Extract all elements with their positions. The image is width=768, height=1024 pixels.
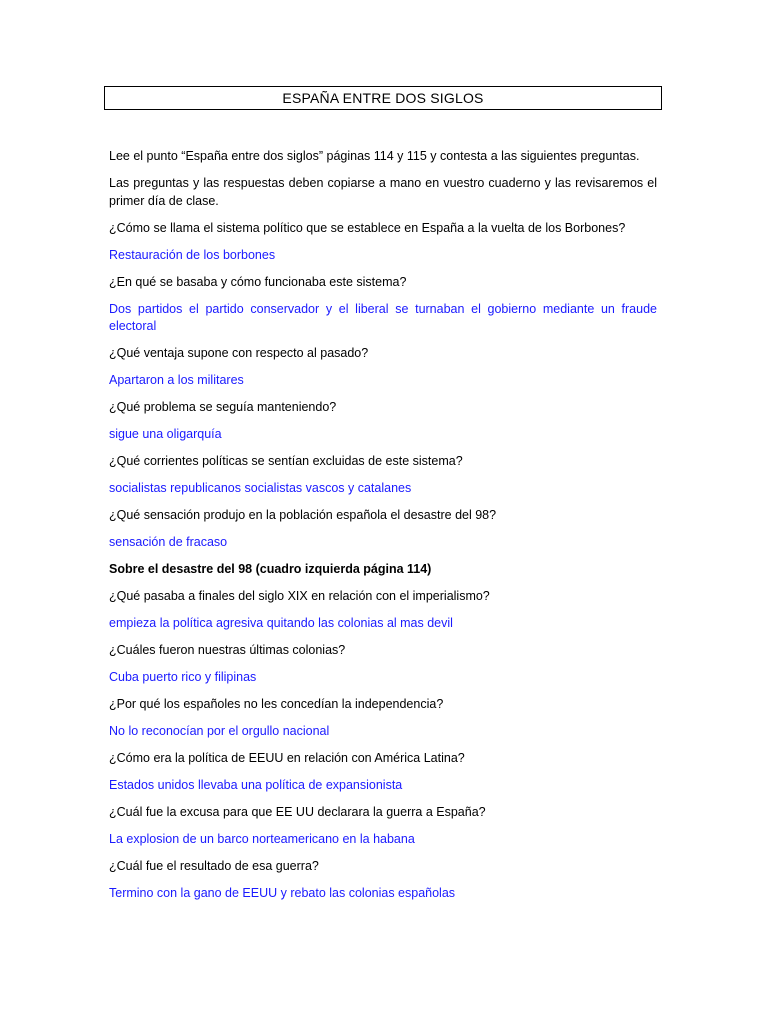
question-text: ¿Qué corrientes políticas se sentían excluidas de este sistema? <box>109 454 463 468</box>
answer-text: Apartaron a los militares <box>109 373 244 387</box>
question-text: ¿Qué problema se seguía manteniendo? <box>109 400 337 414</box>
document-title: ESPAÑA ENTRE DOS SIGLOS <box>104 86 662 110</box>
answer-text: Restauración de los borbones <box>109 247 276 262</box>
question-text: ¿Cómo era la política de EEUU en relación con América Latina? <box>109 751 465 765</box>
section-heading: Sobre el desastre del 98 (cuadro izquierda página 114) <box>109 562 432 576</box>
answer-text: Cuba puerto rico y filipinas <box>109 670 257 684</box>
question-text: ¿Cómo se llama el sistema político que se establece en España a la vuelta de los Borbones? <box>109 220 626 235</box>
question-text: ¿Qué pasaba a finales del siglo XIX en relación con el imperialismo? <box>109 589 490 603</box>
answer-text: socialistas republicanos socialistas vascos y catalanes <box>109 481 412 495</box>
document-body <box>109 148 657 912</box>
answer-text: Estados unidos llevaba una política de expansionista <box>109 778 403 792</box>
answer-text: No lo reconocían por el orgullo nacional <box>109 724 330 738</box>
answer-text: La explosion de un barco norteamericano en la habana <box>109 832 415 846</box>
question-text: ¿Qué ventaja supone con respecto al pasado? <box>109 346 369 360</box>
instruction-paragraph: Las preguntas y las respuestas deben copiarse a mano en vuestro cuaderno y las revisaremos el primer día de clase. <box>109 176 657 208</box>
instruction-paragraph: Lee el punto “España entre dos siglos” páginas 114 y 115 y contesta a las siguientes preguntas. <box>109 149 640 163</box>
question-text: ¿Por qué los españoles no les concedían la independencia? <box>109 697 444 711</box>
answer-text: sensación de fracaso <box>109 535 228 549</box>
answer-text: empieza la política agresiva quitando las colonias al mas devil <box>109 616 453 630</box>
answer-text: Dos partidos el partido conservador y el liberal se turnaban el gobierno mediante un fraude electoral <box>109 301 657 333</box>
answer-text: sigue una oligarquía <box>109 427 222 441</box>
answer-text: Termino con la gano de EEUU y rebato las colonias españolas <box>109 886 456 900</box>
question-text: ¿Cuál fue el resultado de esa guerra? <box>109 859 319 873</box>
question-text: ¿En qué se basaba y cómo funcionaba este sistema? <box>109 274 407 289</box>
question-text: ¿Cuál fue la excusa para que EE UU declarara la guerra a España? <box>109 805 486 819</box>
question-text: ¿Cuáles fueron nuestras últimas colonias? <box>109 643 346 657</box>
question-text: ¿Qué sensación produjo en la población española el desastre del 98? <box>109 508 497 522</box>
